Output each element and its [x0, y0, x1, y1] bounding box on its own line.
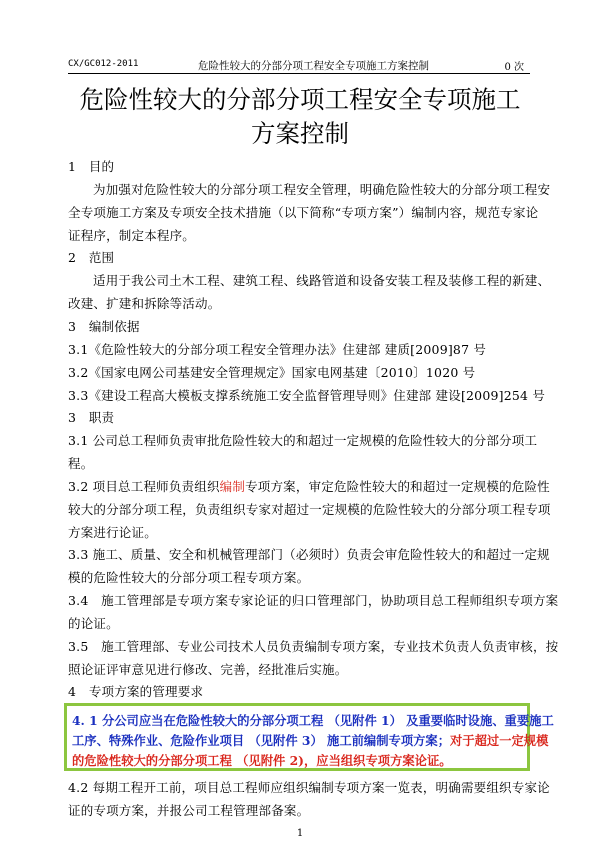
reference-item: 3.3《建设工程高大模板支撑系统施工安全监督管理导则》住建部 建设[2009]254 号 [68, 388, 546, 403]
highlighted-line: 的危险性较大的分部分项工程 （见附件 2)，应当组织专项方案论证。 [72, 753, 452, 768]
reference-item: 3.2《国家电网公司基建安全管理规定》国家电网基建〔2010〕1020 号 [68, 365, 476, 380]
paragraph-line: 证的专项方案，并报公司工程管理部备案。 [68, 803, 310, 818]
paragraph-line: 3.4 施工管理部是专项方案专家论证的归口管理部门，协助项目总工程师组织专项方案 [68, 593, 559, 608]
page-number: 1 [296, 828, 304, 839]
reference-item: 3.1《危险性较大的分部分项工程安全管理办法》住建部 建质[2009]87 号 [68, 342, 487, 357]
section-heading: 3 编制依据 [68, 319, 140, 334]
paragraph-line: 全专项施工方案及专项安全技术措施（以下简称“专项方案”）编制内容，规范专家论 [68, 205, 539, 220]
highlighted-line: 4. 1 分公司应当在危险性较大的分部分项工程 （见附件 1） 及重要临时设施、重要施工 [72, 713, 554, 728]
paragraph-line: 的论证。 [68, 616, 119, 631]
paragraph-line: 较大的分部分项工程，负责组织专家对超过一定规模的危险性较大的分部分项工程专项 [68, 502, 551, 517]
paragraph-line: 改建、扩建和拆除等活动。 [68, 296, 221, 311]
paragraph-line: 证程序，制定本程序。 [68, 228, 196, 243]
paragraph-line: 适用于我公司土木工程、建筑工程、线路管道和设备安装工程及装修工程的新建、 [93, 273, 551, 288]
title-line-2: 方案控制 [251, 119, 349, 148]
section-heading: 1 目的 [68, 159, 115, 174]
title-line-1: 危险性较大的分部分项工程安全专项施工 [79, 85, 521, 114]
header-title: 危险性较大的分部分项工程安全专项施工方案控制 [198, 60, 429, 72]
paragraph-line: 3.5 施工管理部、专业公司技术人员负责编制专项方案，专业技术负责人负责审核，按 [68, 639, 559, 654]
section-heading: 4 专项方案的管理要求 [68, 684, 204, 699]
paragraph-line: 照论证评审意见进行修改、完善，经批准后实施。 [68, 662, 348, 677]
paragraph-line: 4.2 每期工程开工前，项目总工程师应组织编制专项方案一览表，明确需要组织专家论 [68, 780, 550, 795]
section-heading: 2 范围 [68, 250, 115, 265]
page-title [60, 83, 540, 151]
paragraph-line: 3.2 项目总工程师负责组织编制专项方案，审定危险性较大的和超过一定规模的危险性 [68, 479, 550, 494]
paragraph-line: 模的危险性较大的分部分项工程专项方案。 [68, 570, 310, 585]
highlighted-word: 编制 [219, 479, 246, 494]
paragraph-line: 3.1 公司总工程师负责审批危险性较大的和超过一定规模的危险性较大的分部分项工 [68, 433, 538, 448]
section-heading: 3 职责 [68, 410, 115, 425]
paragraph-line: 3.3 施工、质量、安全和机械管理部门（必须时）负责会审危险性较大的和超过一定规 [68, 547, 550, 562]
document-code: CX/GC012-2011 [68, 59, 139, 69]
highlighted-line: 工序、特殊作业、危险作业项目 （见附件 3） 施工前编制专项方案；对于超过一定规模 [72, 733, 549, 748]
page-header [68, 57, 530, 74]
paragraph-line: 方案进行论证。 [68, 525, 157, 540]
paragraph-line: 为加强对危险性较大的分部分项工程安全管理，明确危险性较大的分部分项工程安 [93, 182, 551, 197]
paragraph-line: 程。 [68, 456, 94, 471]
revision-label: 0 次 [504, 62, 524, 73]
